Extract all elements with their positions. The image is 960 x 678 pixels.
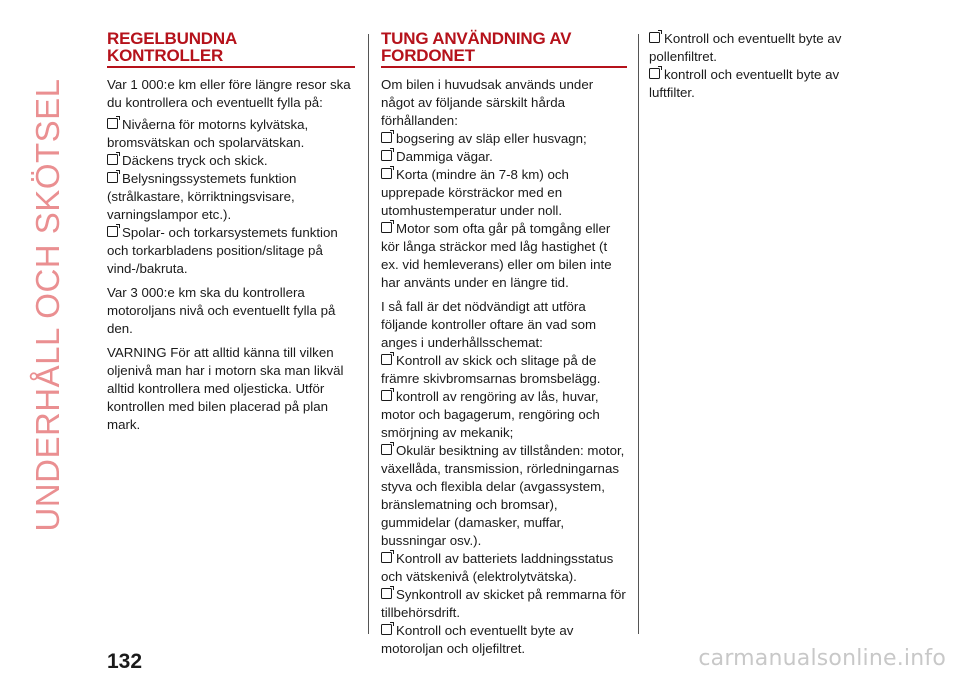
section-heading: REGELBUNDNA KONTROLLER xyxy=(107,30,355,68)
list-item-text: kontroll av rengöring av lås, huvar, motor och bagagerum, rengöring och smörjning av mekanik; xyxy=(381,389,600,440)
checkbox-bullet-icon xyxy=(381,624,392,635)
list-item-text: bogsering av släp eller husvagn; xyxy=(396,131,587,146)
list-item xyxy=(107,116,355,152)
list-item xyxy=(107,152,355,170)
column-2 xyxy=(381,30,627,658)
list-item xyxy=(381,586,627,622)
checkbox-bullet-icon xyxy=(649,32,660,43)
checkbox-bullet-icon xyxy=(381,168,392,179)
checkbox-bullet-icon xyxy=(649,68,660,79)
list-item xyxy=(381,550,627,586)
list-item-text: Motor som ofta går på tomgång eller kör långa sträckor med låg hastighet (t ex. vid hemleverans) eller om bilen inte har använts under en längre tid. xyxy=(381,221,612,290)
checkbox-bullet-icon xyxy=(381,150,392,161)
list-item xyxy=(381,220,627,292)
list-item-text: Däckens tryck och skick. xyxy=(122,153,268,168)
chapter-side-title: UNDERHÅLL OCH SKÖTSEL xyxy=(29,78,66,532)
warning-paragraph: VARNING För att alltid känna till vilken oljenivå man har i motorn ska man likväl alltid kontrollera med oljesticka. Utför kontrollen med bilen placerad på plan mark. xyxy=(107,345,344,432)
watermark: carmanualsonline.info xyxy=(698,646,946,671)
checkbox-bullet-icon xyxy=(381,354,392,365)
page-number: 132 xyxy=(107,650,143,673)
list-item xyxy=(381,166,627,220)
section-heading: TUNG ANVÄNDNING AV FORDONET xyxy=(381,30,627,68)
checkbox-bullet-icon xyxy=(381,552,392,563)
checkbox-bullet-icon xyxy=(381,588,392,599)
checkbox-bullet-icon xyxy=(381,132,392,143)
column-1 xyxy=(107,30,355,438)
list-item xyxy=(381,388,627,442)
list-item-text: Kontroll och eventuellt byte av pollenfiltret. xyxy=(649,31,842,64)
list-item-text: Dammiga vägar. xyxy=(396,149,493,164)
checkbox-bullet-icon xyxy=(107,154,118,165)
list-item-text: Nivåerna för motorns kylvätska, bromsvätskan och spolarvätskan. xyxy=(107,117,309,150)
paragraph: Om bilen i huvudsak används under något av följande särskilt hårda förhållanden: xyxy=(381,77,594,128)
list-item xyxy=(107,170,355,224)
checkbox-bullet-icon xyxy=(381,390,392,401)
list-item-text: Kontroll av skick och slitage på de främre skivbromsarnas bromsbelägg. xyxy=(381,353,601,386)
column-3 xyxy=(649,30,879,102)
checkbox-bullet-icon xyxy=(381,444,392,455)
checkbox-bullet-icon xyxy=(381,222,392,233)
list-item-text: Okulär besiktning av tillstånden: motor, växellåda, transmission, rörledningarnas styva och flexibla delar (avgassystem, bränslematning och bromsar), gummidelar (damasker, muffar, bussningar osv.). xyxy=(381,443,625,548)
list-item xyxy=(381,622,627,658)
list-item-text: Kontroll av batteriets laddningsstatus och vätskenivå (elektrolytvätska). xyxy=(381,551,614,584)
list-item xyxy=(107,224,355,278)
list-item xyxy=(381,148,627,166)
list-item xyxy=(381,352,627,388)
checkbox-bullet-icon xyxy=(107,226,118,237)
paragraph: I så fall är det nödvändigt att utföra följande kontroller oftare än vad som anges i underhållsschemat: xyxy=(381,299,597,350)
list-item-text: Spolar- och torkarsystemets funktion och torkarbladens position/slitage på vind-/bakruta. xyxy=(107,225,338,276)
list-item-text: Kontroll och eventuellt byte av motoroljan och oljefiltret. xyxy=(381,623,574,656)
paragraph: Var 1 000:e km eller före längre resor ska du kontrollera och eventuellt fylla på: xyxy=(107,77,351,110)
list-item xyxy=(649,66,879,102)
list-item-text: Synkontroll av skicket på remmarna för tillbehörsdrift. xyxy=(381,587,626,620)
checkbox-bullet-icon xyxy=(107,172,118,183)
list-item xyxy=(381,130,627,148)
checkbox-bullet-icon xyxy=(107,118,118,129)
list-item-text: kontroll och eventuellt byte av luftfilter. xyxy=(649,67,840,100)
column-divider xyxy=(368,34,369,634)
list-item-text: Belysningssystemets funktion (strålkastare, körriktningsvisare, varningslampor etc.). xyxy=(107,171,297,222)
list-item xyxy=(649,30,879,66)
list-item-text: Korta (mindre än 7-8 km) och upprepade körsträckor med en utomhustemperatur under noll. xyxy=(381,167,569,218)
paragraph: Var 3 000:e km ska du kontrollera motoroljans nivå och eventuellt fylla på den. xyxy=(107,285,336,336)
list-item xyxy=(381,442,627,550)
column-divider xyxy=(638,34,639,634)
